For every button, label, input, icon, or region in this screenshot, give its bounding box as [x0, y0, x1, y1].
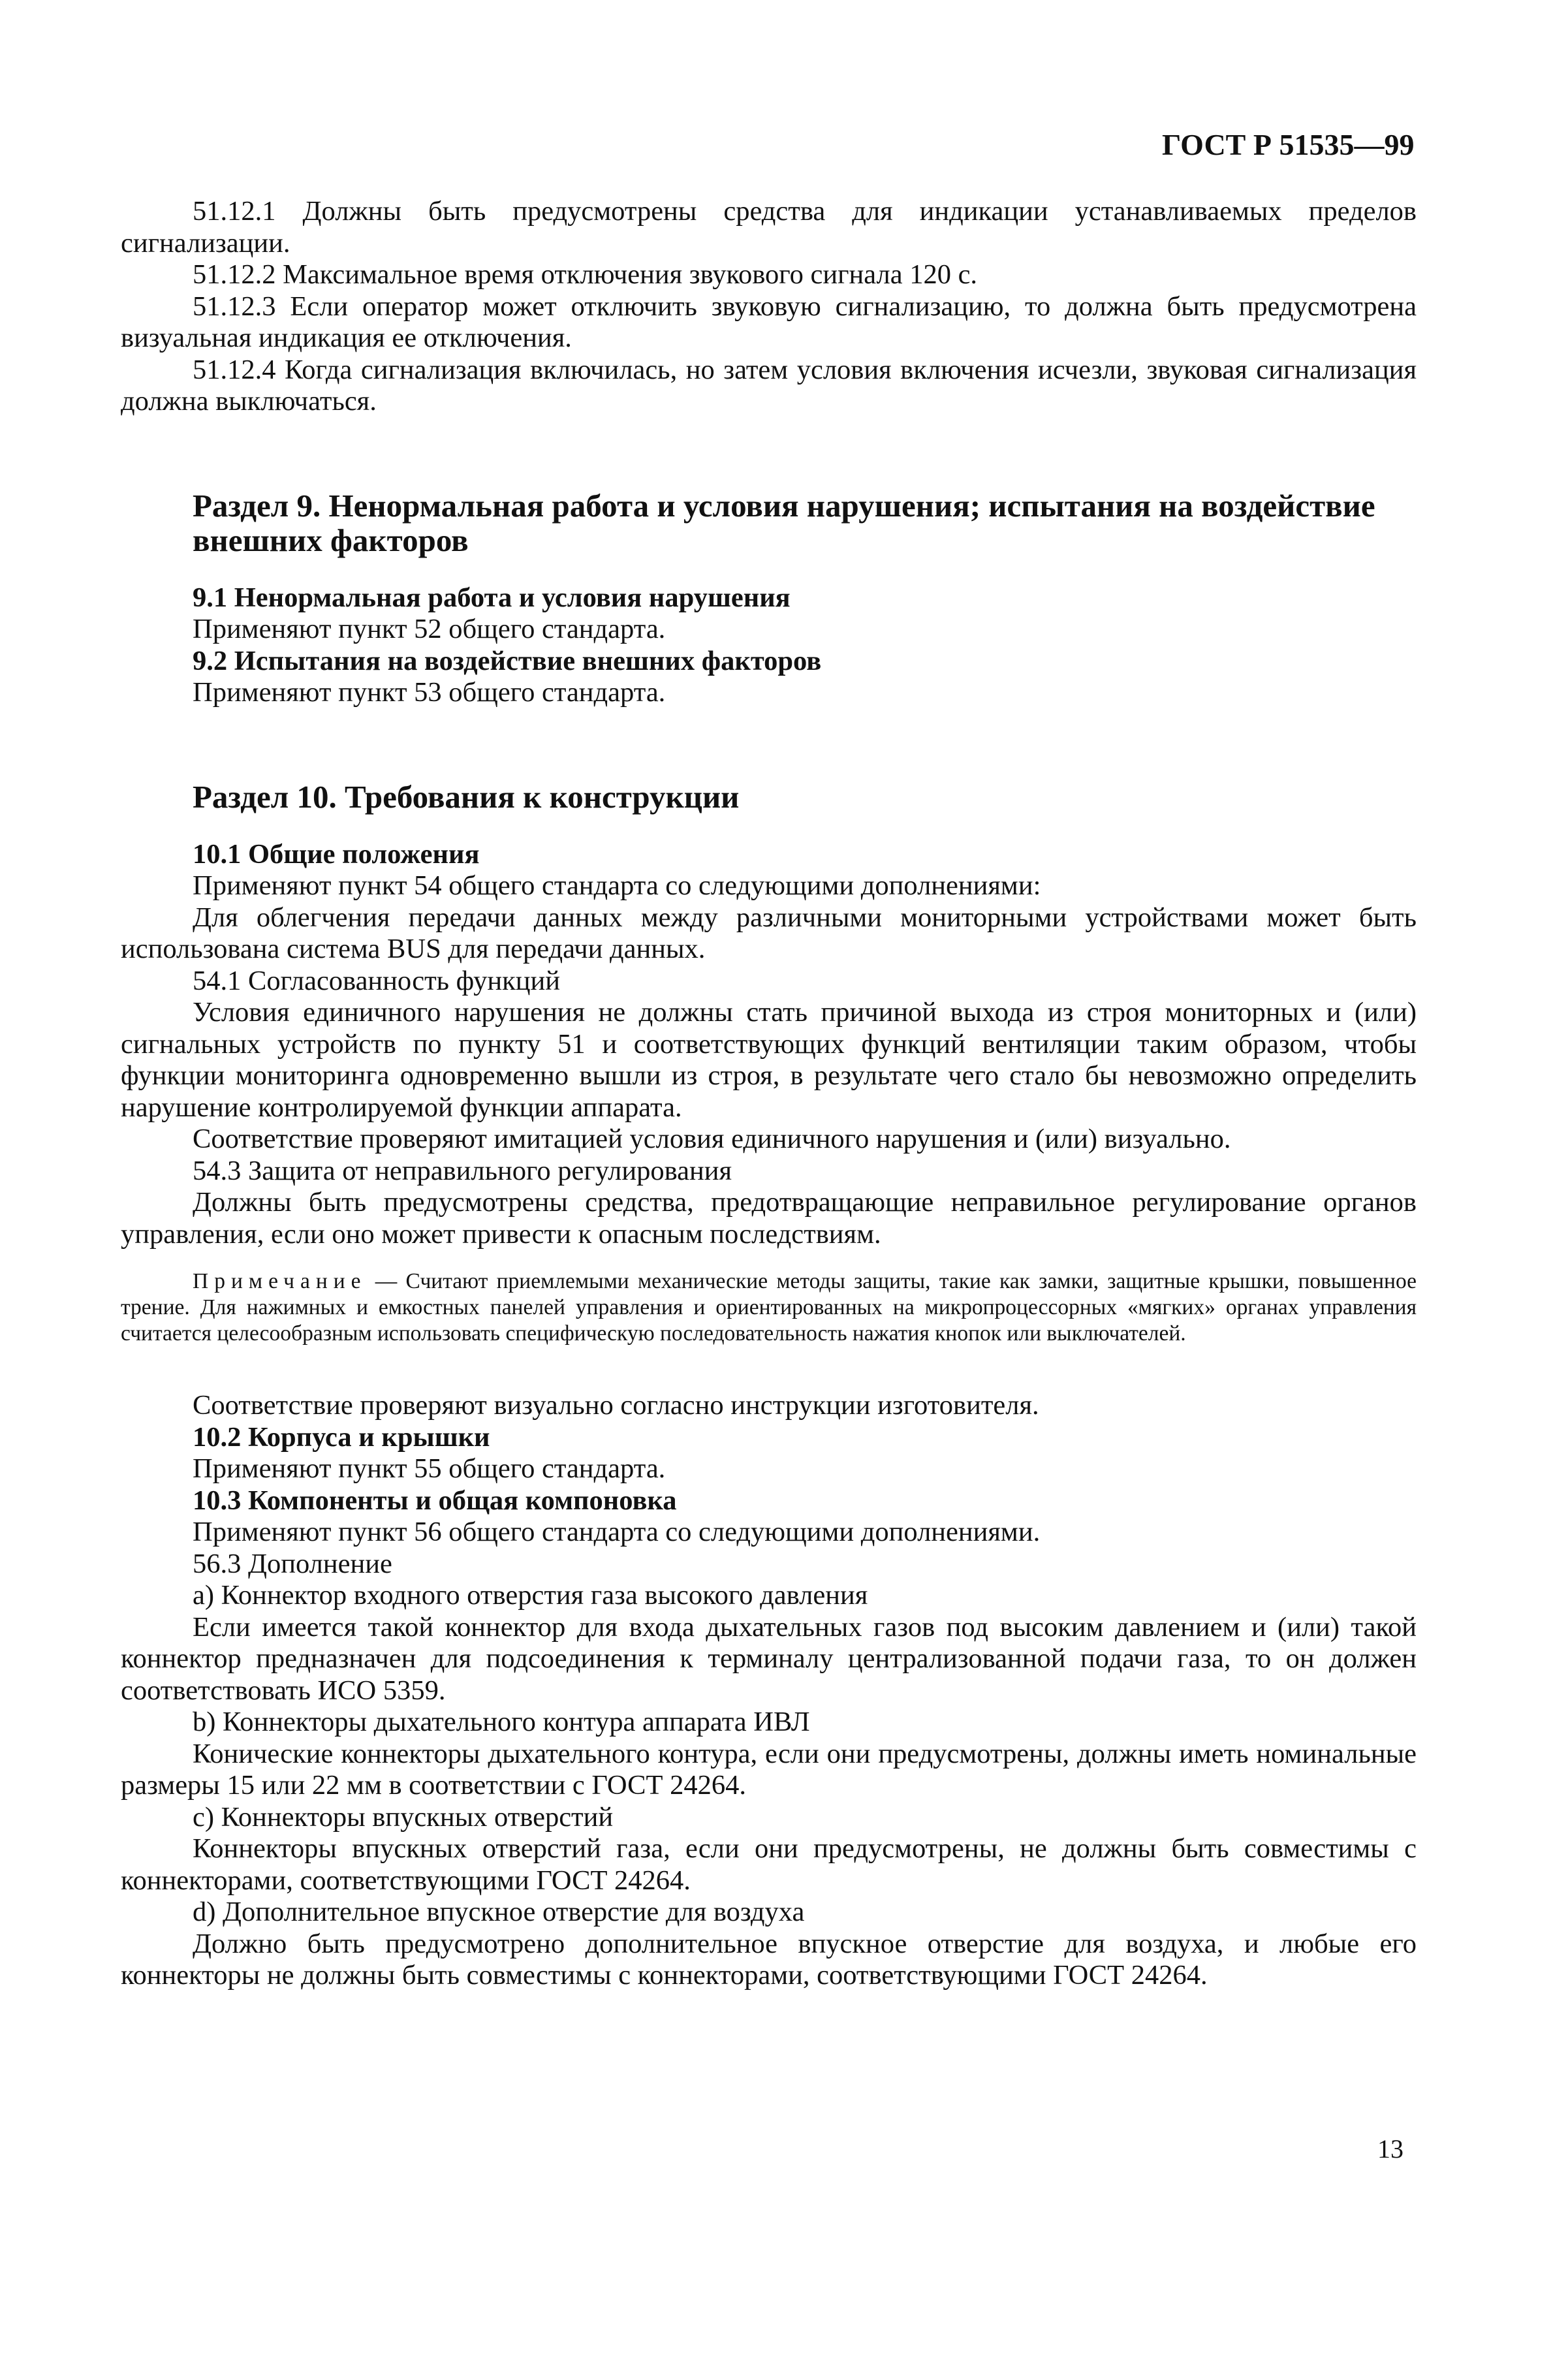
- item-c-heading: с) Коннекторы впускных отверстий: [193, 1801, 614, 1833]
- item-d-text: Должно быть предусмотрено дополнительное впускное отверстие для воздуха, и любые его коннекторы не должны быть совместимы с коннекторами, соответствующими ГОСТ 24264.: [121, 1928, 1417, 1991]
- paragraph: Соответствие проверяют имитацией условия единичного нарушения и (или) визуально.: [193, 1124, 1231, 1154]
- item-b-text: Конические коннекторы дыхательного контура, если они предусмотрены, должны иметь номинальные размеры 15 или 22 мм в соответствии с ГОСТ 24264.: [121, 1738, 1417, 1801]
- item-b-heading: b) Коннекторы дыхательного контура аппарата ИВЛ: [193, 1707, 810, 1737]
- section-9-heading: Раздел 9. Ненормальная работа и условия нарушения; испытания на воздействие внешних факторов: [193, 487, 1375, 558]
- note-text: — Считают приемлемыми механические методы защиты, такие как замки, защитные крышки, повышенное трение. Для нажимных и емкостных панелей управления и ориентированных на микропроцессорных «мягких» органах управления считается целесообразным использовать специфическую последовательность нажатия кнопок или выключателей.: [121, 1269, 1417, 1346]
- item-d-heading: d) Дополнительное впускное отверстие для воздуха: [193, 1897, 805, 1927]
- clause-51-12-2: 51.12.2 Максимальное время отключения звукового сигнала 120 с.: [193, 259, 978, 290]
- item-a-text: Если имеется такой коннектор для входа дыхательных газов под высоким давлением и (или) такой коннектор предназначен для подсоединения к терминалу централизованной подачи газа, то он должен соответствовать ИСО 5359.: [121, 1611, 1417, 1706]
- document-code-header: ГОСТ Р 51535—99: [1162, 128, 1415, 161]
- paragraph: Должны быть предусмотрены средства, предотвращающие неправильное регулирование органов управления, если оно может привести к опасным последствиям.: [121, 1187, 1417, 1250]
- subsection-10-2-heading: 10.2 Корпуса и крышки: [193, 1421, 490, 1453]
- subsection-9-1-heading: 9.1 Ненормальная работа и условия нарушения: [193, 582, 791, 613]
- paragraph: Условия единичного нарушения не должны стать причиной выхода из строя мониторных и (или) сигнальных устройств по пункту 51 и соответствующих функций вентиляции таким образом, чтобы функции мониторинга одновременно вышли из строя, в результате чего стало бы невозможно определить нарушение контролируемой функции аппарата.: [121, 997, 1417, 1123]
- subsection-10-1-heading: 10.1 Общие положения: [193, 838, 480, 870]
- subsection-9-2-text: Применяют пункт 53 общего стандарта.: [193, 677, 666, 708]
- paragraph: Соответствие проверяют визуально согласно инструкции изготовителя.: [193, 1390, 1039, 1421]
- paragraph: Применяют пункт 55 общего стандарта.: [193, 1453, 666, 1484]
- page-number: 13: [1377, 2134, 1403, 2164]
- subsection-9-1-text: Применяют пункт 52 общего стандарта.: [193, 614, 666, 644]
- item-c-text: Коннекторы впускных отверстий газа, если они предусмотрены, не должны быть совместимы с коннекторами, соответствующими ГОСТ 24264.: [121, 1833, 1417, 1896]
- item-a-heading: а) Коннектор входного отверстия газа высокого давления: [193, 1580, 868, 1611]
- clause-51-12-4: 51.12.4 Когда сигнализация включилась, но затем условия включения исчезли, звуковая сигнализация должна выключаться.: [121, 354, 1417, 417]
- paragraph: Для облегчения передачи данных между различными мониторными устройствами может быть использована система BUS для передачи данных.: [121, 902, 1417, 964]
- clause-56-3: 56.3 Дополнение: [193, 1548, 392, 1579]
- page-content: [121, 196, 1417, 1992]
- clause-51-12-1: 51.12.1 Должны быть предусмотрены средства для индикации устанавливаемых пределов сигнализации.: [121, 196, 1417, 259]
- paragraph: Применяют пункт 54 общего стандарта со следующими дополнениями:: [193, 870, 1041, 901]
- subsection-9-2-heading: 9.2 Испытания на воздействие внешних факторов: [193, 645, 822, 676]
- note-label: Примечание: [193, 1269, 367, 1293]
- paragraph: Применяют пункт 56 общего стандарта со следующими дополнениями.: [193, 1517, 1041, 1547]
- clause-54-1: 54.1 Согласованность функций: [193, 965, 561, 996]
- clause-51-12-3: 51.12.3 Если оператор может отключить звуковую сигнализацию, то должна быть предусмотрена визуальная индикация ее отключения.: [121, 291, 1417, 353]
- subsection-10-3-heading: 10.3 Компоненты и общая компоновка: [193, 1485, 677, 1516]
- note: [121, 1268, 1417, 1347]
- section-10-heading: Раздел 10. Требования к конструкции: [193, 778, 740, 815]
- clause-54-3: 54.3 Защита от неправильного регулирования: [193, 1155, 732, 1186]
